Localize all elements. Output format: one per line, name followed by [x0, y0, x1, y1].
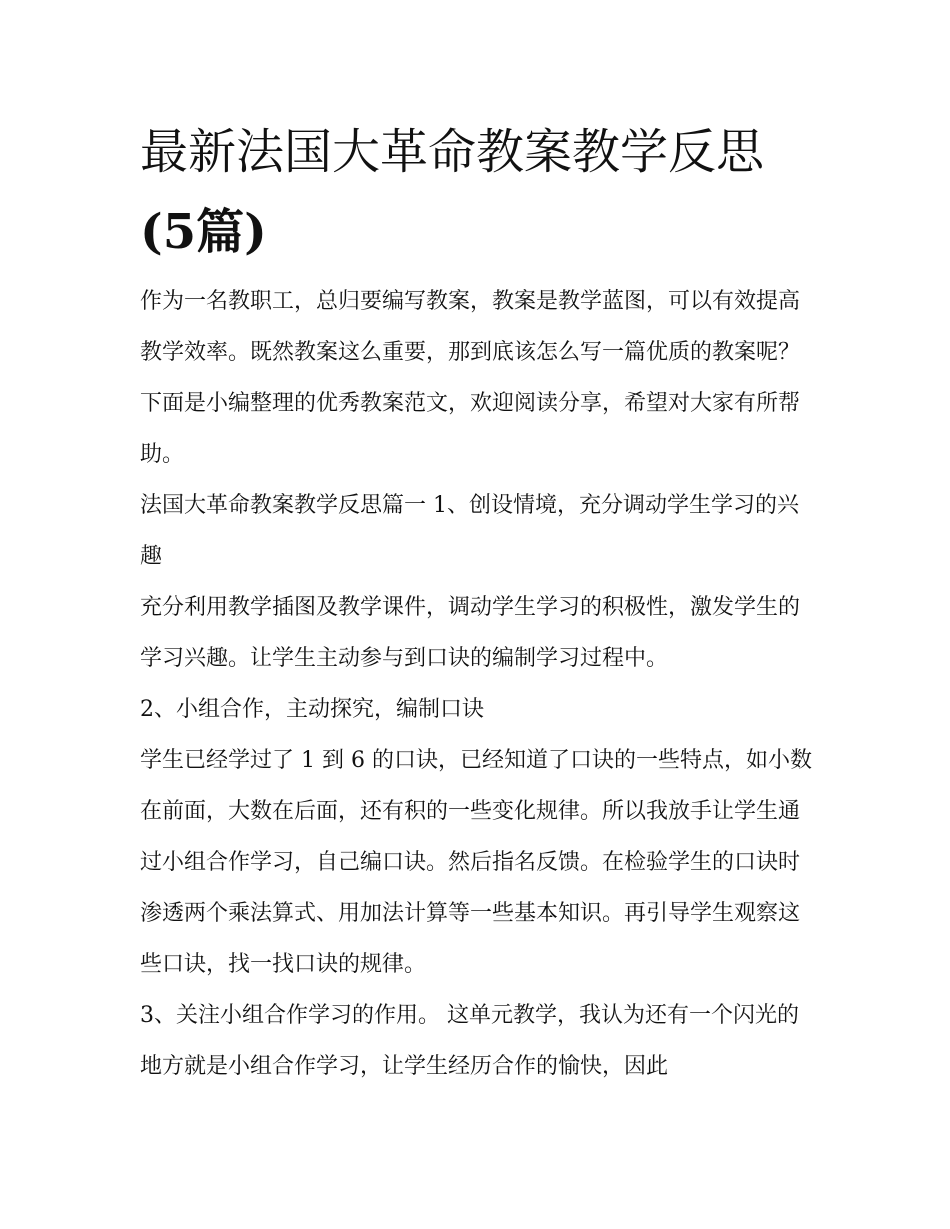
paragraph-heading-3: 3、关注小组合作学习的作用。 这单元教学，我认为还有一个闪光的地方就是小组合作学习，让学生经历合作的愉快，因此 — [140, 1003, 799, 1079]
paragraph-cooperation: 学生已经学过了 1 到 6 的口诀，已经知道了口诀的一些特点，如小数在前面，大数在后面，还有积的一些变化规律。所以我放手让学生通过小组合作学习，自己编口诀。然后指名反馈。在检验学生的口诀时渗透两个乘法算式、用加法计算等一些基本知识。再引导学生观察这些口诀，找一找口诀的规律。 — [140, 748, 812, 977]
paragraph-heading-2: 2、小组合作，主动探究，编制口诀 — [140, 697, 484, 722]
title-line-1: 最新法国大革命教案教学反思 — [140, 124, 765, 180]
paragraph-section-one-heading: 法国大革命教案教学反思篇一 1、创设情境，充分调动学生学习的兴趣 — [140, 493, 799, 569]
document-body — [140, 276, 820, 1092]
paragraph-materials: 充分利用教学插图及教学课件，调动学生学习的积极性，激发学生的学习兴趣。让学生主动参与到口诀的编制学习过程中。 — [140, 595, 801, 671]
paragraph-intro: 作为一名教职工，总归要编写教案，教案是教学蓝图，可以有效提高教学效率。既然教案这么重要，那到底该怎么写一篇优质的教案呢？下面是小编整理的优秀教案范文，欢迎阅读分享，希望对大家有所帮助。 — [140, 289, 801, 467]
document-title — [140, 112, 820, 272]
title-line-2: (5篇) — [140, 204, 267, 260]
